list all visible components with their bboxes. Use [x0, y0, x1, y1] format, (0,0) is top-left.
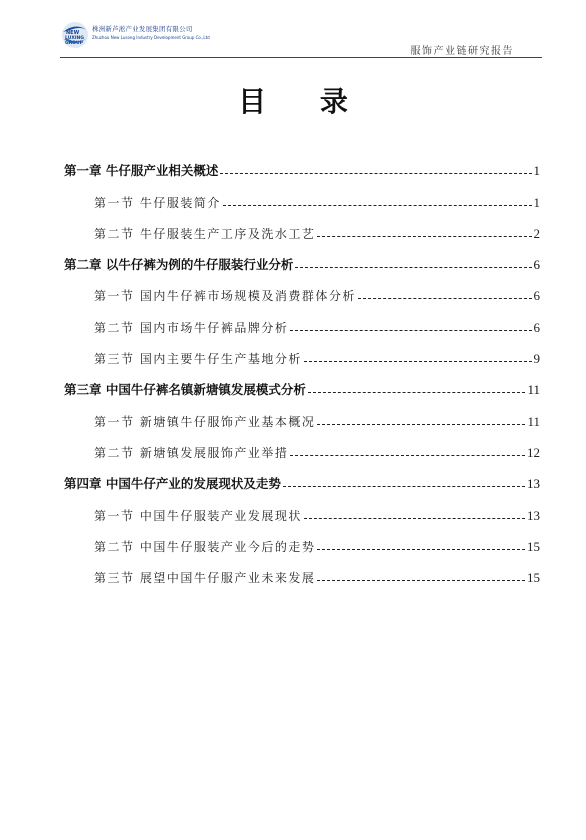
toc-entry-label: 第一节 国内牛仔裤市场规模及消费群体分析 — [94, 289, 356, 304]
toc-entry-label: 第二节 国内市场牛仔裤品牌分析 — [94, 320, 289, 335]
toc-dot-leader — [317, 580, 525, 581]
toc-dot-leader — [304, 518, 525, 519]
toc-entry-label: 第三节 国内主要牛仔生产基地分析 — [94, 352, 302, 367]
toc-entry-label: 第一章 牛仔服产业相关概述 — [64, 163, 219, 179]
toc-chapter-entry[interactable] — [64, 369, 540, 400]
toc-page-number: 1 — [533, 163, 540, 179]
toc-page-number: 6 — [533, 257, 540, 273]
toc-dot-leader — [308, 392, 526, 393]
header-divider — [60, 57, 542, 58]
toc-page-number: 15 — [527, 570, 540, 586]
toc-chapter-entry[interactable] — [64, 463, 540, 494]
toc-page-number: 12 — [527, 444, 540, 460]
company-name-en: Zhuzhou New Lusong Industry Development Group Co.,Ltd — [92, 35, 210, 40]
toc-section-entry[interactable] — [64, 181, 540, 212]
toc-dot-leader — [317, 549, 525, 550]
toc-section-entry[interactable] — [64, 275, 540, 306]
company-logo — [60, 20, 210, 52]
toc-entry-label: 第三节 展望中国牛仔服产业未来发展 — [94, 571, 316, 586]
toc-entry-label: 第一节 新塘镇牛仔服饰产业基本概况 — [94, 414, 316, 429]
logo-mark-line-1: NEW — [66, 30, 80, 36]
toc-page-number: 11 — [527, 413, 540, 429]
toc-dot-leader — [295, 267, 531, 268]
report-title: 服饰产业链研究报告 — [410, 46, 514, 57]
toc-page-number: 6 — [533, 288, 540, 304]
toc-chapter-entry[interactable] — [64, 150, 540, 181]
toc-entry-label: 第二节 新塘镇发展服饰产业举措 — [94, 445, 289, 460]
toc-section-entry[interactable] — [64, 213, 540, 244]
toc-entry-label: 第二章 以牛仔裤为例的牛仔服装行业分析 — [64, 257, 294, 273]
logo-text — [92, 24, 210, 40]
logo-mark-line-2: LUXING — [65, 36, 84, 41]
toc-section-entry[interactable] — [64, 526, 540, 557]
toc-entry-label: 第二节 牛仔服装生产工序及洗水工艺 — [94, 226, 316, 241]
toc-dot-leader — [220, 173, 531, 174]
toc-section-entry[interactable] — [64, 338, 540, 369]
toc-dot-leader — [283, 486, 525, 487]
company-name-cn: 株洲新芦淞产业发展集团有限公司 — [92, 25, 193, 33]
toc-page-number: 13 — [527, 476, 540, 492]
page-title: 目 录 — [238, 85, 370, 118]
toc-dot-leader — [304, 361, 532, 362]
toc-dot-leader — [317, 424, 525, 425]
toc-entry-label: 第一节 牛仔服装简介 — [94, 195, 221, 210]
table-of-contents — [64, 150, 540, 588]
logo-globe-icon — [60, 20, 90, 50]
toc-section-entry[interactable] — [64, 306, 540, 337]
toc-chapter-entry[interactable] — [64, 244, 540, 275]
toc-dot-leader — [223, 205, 532, 206]
toc-section-entry[interactable] — [64, 557, 540, 588]
toc-page-number: 1 — [533, 194, 540, 210]
toc-entry-label: 第一节 中国牛仔服装产业发展现状 — [94, 508, 302, 523]
toc-dot-leader — [317, 236, 531, 237]
toc-section-entry[interactable] — [64, 400, 540, 431]
toc-page-number: 11 — [527, 382, 540, 398]
logo-mark-line-3: GROUP — [65, 41, 83, 46]
toc-dot-leader — [358, 298, 532, 299]
toc-entry-label: 第二节 中国牛仔服装产业今后的走势 — [94, 539, 316, 554]
toc-page-number: 6 — [533, 319, 540, 335]
toc-dot-leader — [290, 330, 531, 331]
toc-entry-label: 第四章 中国牛仔产业的发展现状及走势 — [64, 476, 281, 492]
toc-page-number: 15 — [527, 538, 540, 554]
toc-page-number: 13 — [527, 507, 540, 523]
toc-section-entry[interactable] — [64, 494, 540, 525]
toc-section-entry[interactable] — [64, 432, 540, 463]
toc-page-number: 9 — [533, 351, 540, 367]
toc-page-number: 2 — [533, 225, 540, 241]
toc-dot-leader — [290, 455, 525, 456]
toc-entry-label: 第三章 中国牛仔裤名镇新塘镇发展模式分析 — [64, 382, 306, 398]
